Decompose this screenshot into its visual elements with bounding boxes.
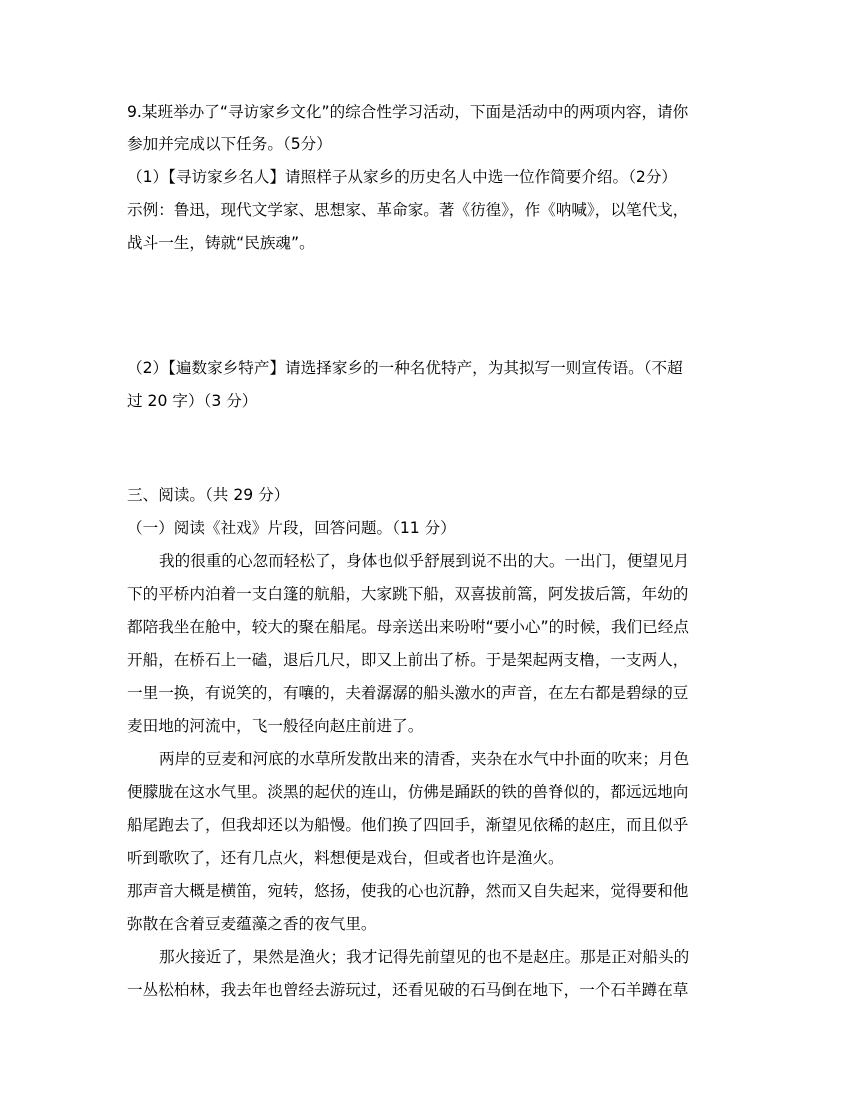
passage-paragraph-1-line-5: 一里一换，有说笑的，有嚷的，夫着潺潺的船头激水的声音，在左右都是碧绿的豆	[127, 684, 689, 702]
question-9-intro-line-1: 9.某班举办了“寻访家乡文化”的综合性学习活动，下面是活动中的两项内容，请你	[127, 103, 689, 121]
subquestion-2-prompt-line-2: 过 20 字）（3 分）	[127, 392, 258, 410]
passage-paragraph-2-line-1: 两岸的豆麦和河底的水草所发散出来的清香，夹杂在水气中扑面的吹来；月色	[159, 750, 690, 768]
section-3-heading: 三、阅读。（共 29 分）	[127, 486, 290, 504]
example-line-1: 示例：鲁迅，现代文学家、思想家、革命家。著《彷徨》，作《呐喊》，以笔代戈，	[127, 201, 689, 219]
reading-1-heading: （一）阅读《社戏》片段，回答问题。（11 分）	[127, 519, 456, 537]
passage-paragraph-3-line-1: 那声音大概是横笛，宛转，悠扬，使我的心也沉静，然而又自失起来，觉得要和他	[127, 882, 689, 900]
subquestion-2-prompt-line-1: （2）【遍数家乡特产】请选择家乡的一种名优特产，为其拟写一则宣传语。（不超	[127, 359, 683, 377]
passage-paragraph-2-line-2: 便朦胧在这水气里。淡黑的起伏的连山，仿佛是踊跃的铁的兽脊似的，都远远地向	[127, 783, 689, 801]
passage-paragraph-1-line-3: 都陪我坐在舱中，较大的聚在船尾。母亲送出来吩咐“要小心”的时候，我们已经点	[127, 618, 689, 636]
passage-paragraph-4-line-1: 那火接近了，果然是渔火；我才记得先前望见的也不是赵庄。那是正对船头的	[159, 948, 690, 966]
passage-paragraph-1-line-2: 下的平桥内泊着一支白篷的航船，大家跳下船，双喜拔前篙，阿发拔后篙，年幼的	[127, 585, 689, 603]
passage-paragraph-1-line-4: 开船，在桥石上一磕，退后几尺，即又上前出了桥。于是架起两支橹，一支两人，	[127, 651, 689, 669]
question-9-intro-line-2: 参加并完成以下任务。（5分）	[127, 135, 332, 153]
passage-paragraph-4-line-2: 一丛松柏林，我去年也曾经去游玩过，还看见破的石马倒在地下，一个石羊蹲在草	[127, 981, 689, 999]
passage-paragraph-2-line-3: 船尾跑去了，但我却还以为船慢。他们换了四回手，渐望见依稀的赵庄，而且似乎	[127, 816, 689, 834]
example-line-2: 战斗一生，铸就“民族魂”。	[127, 234, 315, 252]
subquestion-1-prompt: （1）【寻访家乡名人】请照样子从家乡的历史名人中选一位作简要介绍。（2分）	[127, 168, 678, 186]
passage-paragraph-1-line-1: 我的很重的心忽而轻松了，身体也似乎舒展到说不出的大。一出门，便望见月	[159, 552, 690, 570]
passage-paragraph-2-line-4: 听到歌吹了，还有几点火，料想便是戏台，但或者也许是渔火。	[127, 849, 564, 867]
passage-paragraph-3-line-2: 弥散在含着豆麦蕴藻之香的夜气里。	[127, 915, 377, 933]
passage-paragraph-1-line-6: 麦田地的河流中，飞一般径向赵庄前进了。	[127, 717, 424, 735]
